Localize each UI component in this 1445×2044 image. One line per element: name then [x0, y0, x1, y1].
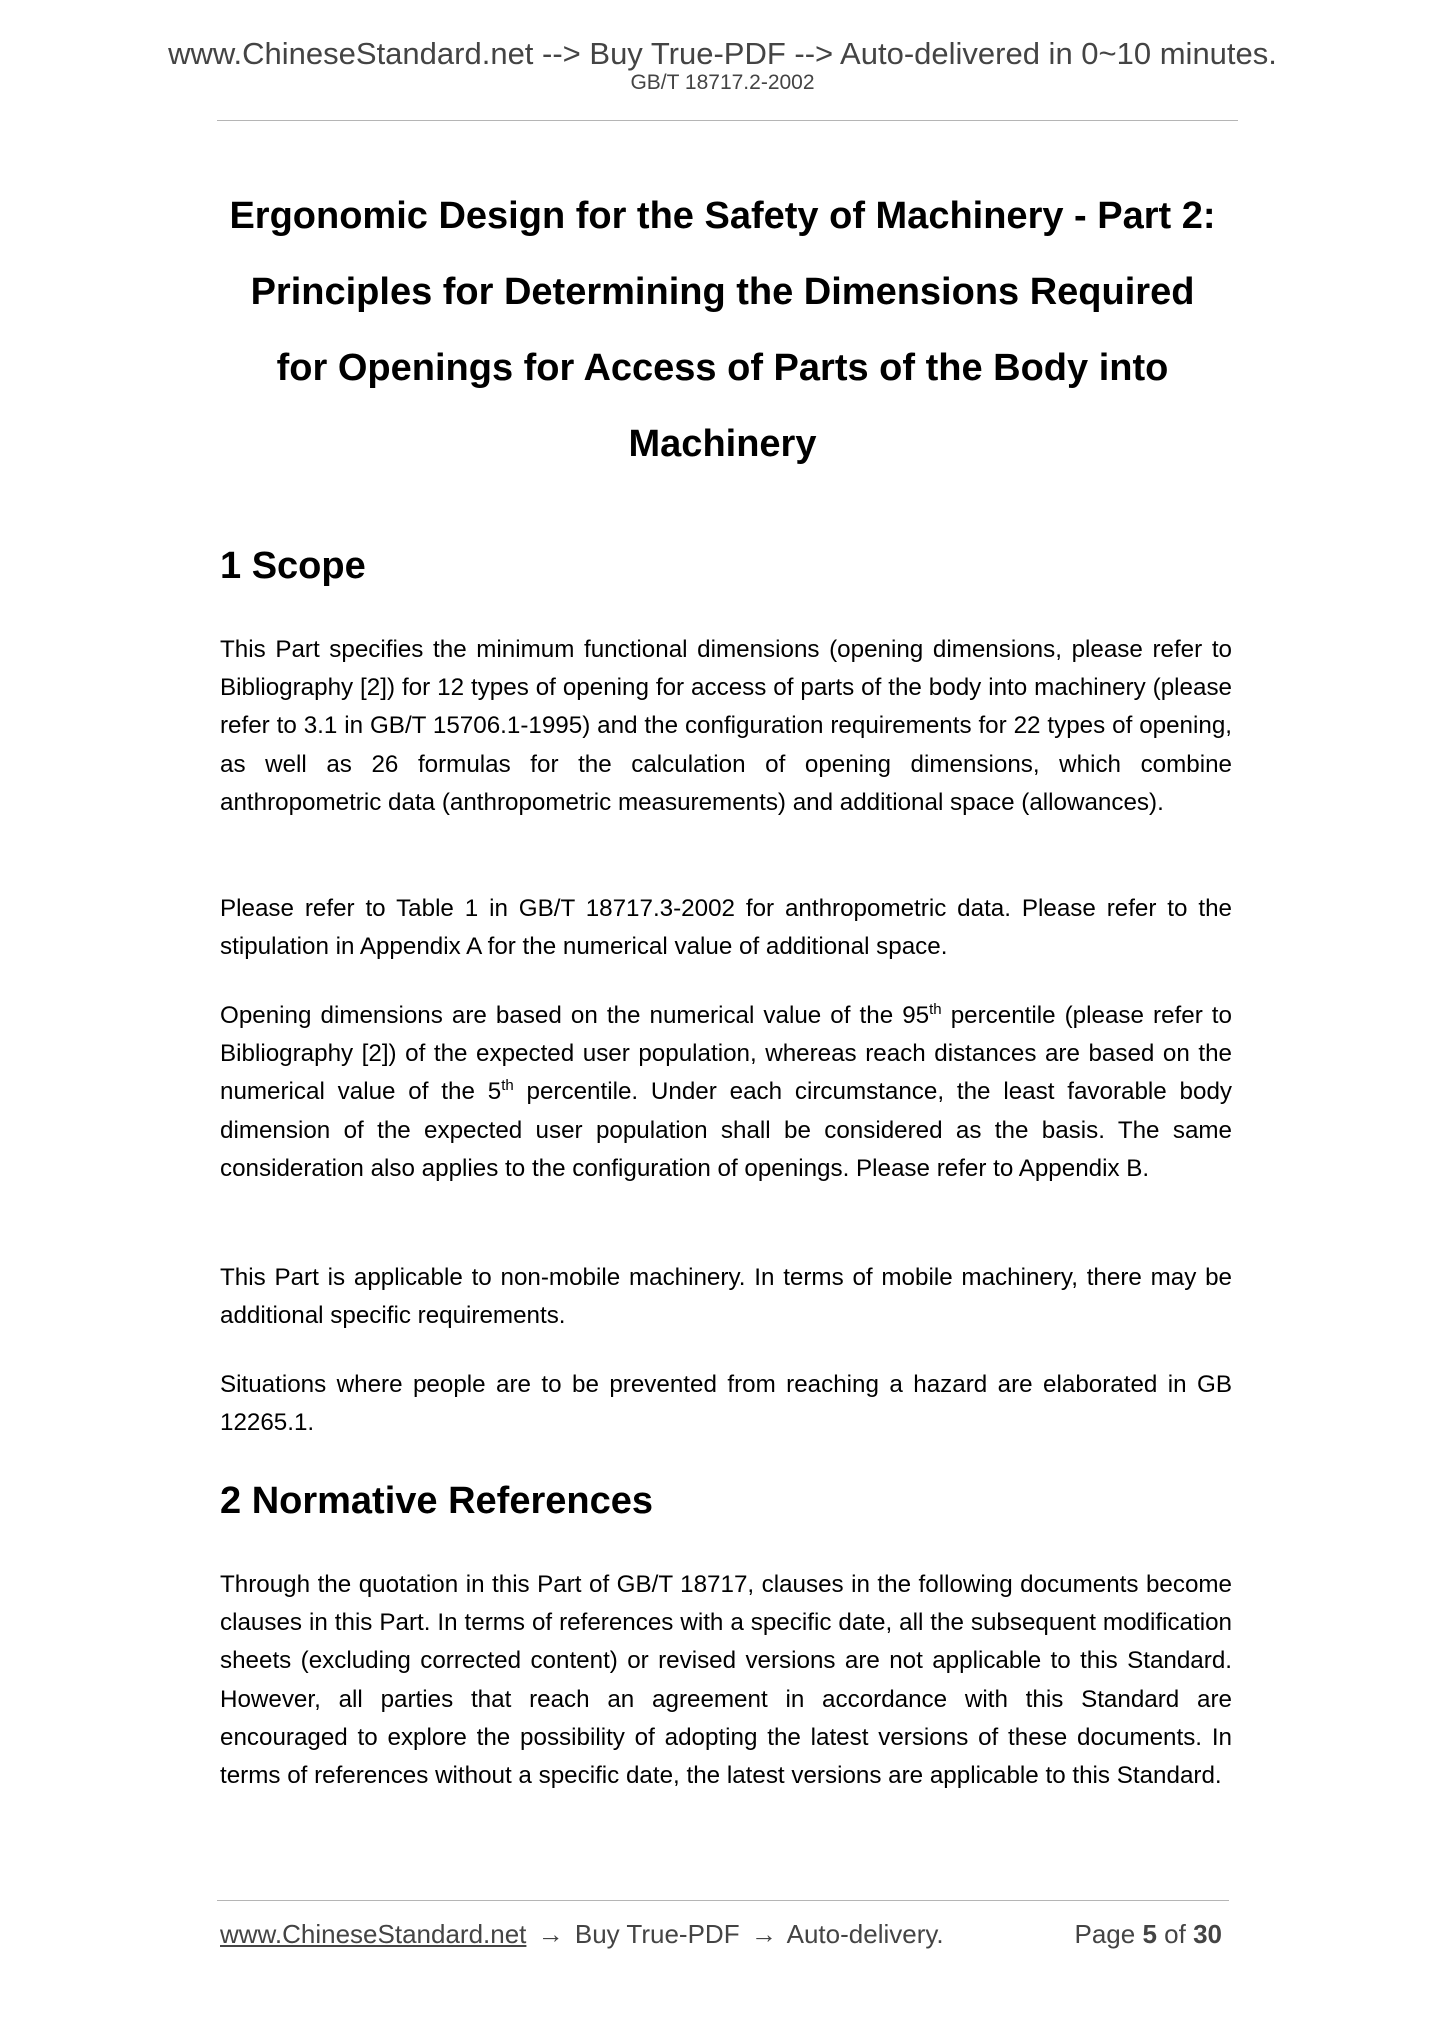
- footer-site-link[interactable]: www.ChineseStandard.net: [220, 1919, 527, 1949]
- of-word: of: [1164, 1919, 1186, 1949]
- scope-paragraph-4: This Part is applicable to non-mobile machinery. In terms of mobile machinery, there may be additional specific requirements.: [220, 1264, 1232, 1330]
- site-banner[interactable]: www.ChineseStandard.net --> Buy True-PDF --> Auto-delivered in 0~10 minutes.: [168, 36, 1277, 71]
- scope-paragraph-5: Situations where people are to be prevented from reaching a hazard are elaborated in GB 12265.1.: [220, 1371, 1232, 1437]
- text-run: percentile. Under each circumstance, the least favorable body dimension of the expected user population shall be considered as the basis. The same consideration also applies to the configuration of openings. Please refer to Appendix B.: [220, 1078, 1232, 1182]
- superscript: th: [929, 1000, 942, 1018]
- title-line: Ergonomic Design for the Safety of Machinery - Part 2:: [229, 195, 1216, 237]
- header-divider: [217, 120, 1238, 121]
- title-line: Principles for Determining the Dimensions Required: [250, 271, 1195, 313]
- normative-references-paragraph: Through the quotation in this Part of GB/T 18717, clauses in the following documents become clauses in this Part. In terms of references with a specific date, all the subsequent modification sheets (excluding corrected content) or revised versions are not applicable to this Standard. However, all parties that reach an agreement in accordance with this Standard are encouraged to explore the possibility of adopting the latest versions of these documents. In terms of references without a specific date, the latest versions are applicable to this Standard.: [220, 1571, 1232, 1790]
- arrow-right-icon: →: [750, 1919, 777, 1949]
- document-id: GB/T 18717.2-2002: [630, 71, 815, 94]
- document-title: [180, 178, 1265, 482]
- section-heading-normative-references: 2 Normative References: [220, 1480, 653, 1522]
- footer-buy-text: Buy True-PDF: [574, 1919, 740, 1949]
- title-line: Machinery: [628, 423, 817, 465]
- footer-delivery-text: Auto-delivery.: [786, 1919, 944, 1949]
- scope-paragraph-3: [220, 997, 1232, 1188]
- page-footer: [220, 1921, 1232, 1947]
- page-word: Page: [1074, 1919, 1136, 1949]
- arrow-right-icon: →: [537, 1919, 564, 1949]
- text-run: percentile (please refer to Bibliography [2]) of the expected user population, whereas reach distances are based on the numerical value of the 5: [220, 1002, 1232, 1106]
- text-run: Opening dimensions are based on the numerical value of the 95: [220, 1002, 930, 1029]
- scope-paragraph-2: Please refer to Table 1 in GB/T 18717.3-2002 for anthropometric data. Please refer to the stipulation in Appendix A for the numerical value of additional space.: [220, 895, 1232, 961]
- footer-divider: [217, 1900, 1229, 1901]
- scope-paragraph-1: This Part specifies the minimum functional dimensions (opening dimensions, please refer to Bibliography [2]) for 12 types of opening for access of parts of the body into machinery (please refer to 3.1 in GB/T 15706.1-1995) and the configuration requirements for 22 types of opening, as well as 26 formulas for the calculation of opening dimensions, which combine anthropometric data (anthropometric measurements) and additional space (allowances).: [220, 636, 1232, 816]
- superscript: th: [501, 1077, 514, 1095]
- current-page: 5: [1142, 1919, 1157, 1949]
- title-line: for Openings for Access of Parts of the Body into: [276, 347, 1169, 389]
- section-heading-scope: 1 Scope: [220, 545, 366, 587]
- total-pages: 30: [1193, 1919, 1222, 1949]
- page-indicator: [1074, 1921, 1222, 1947]
